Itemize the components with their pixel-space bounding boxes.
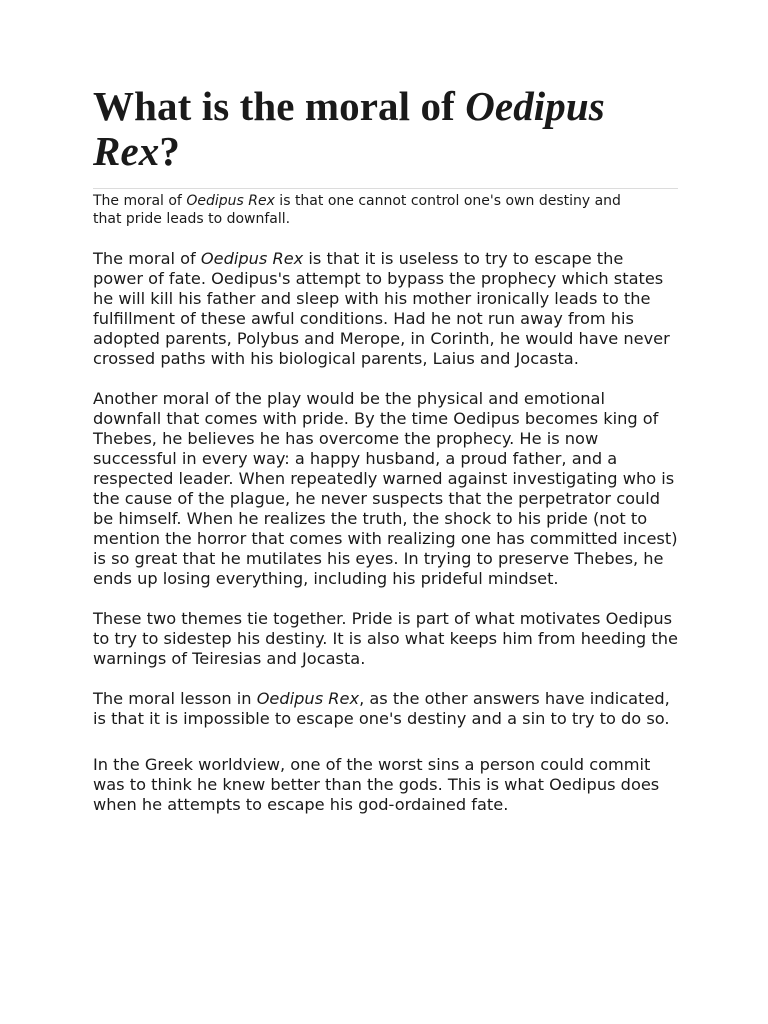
title-prefix: What is the moral of xyxy=(93,83,466,129)
answer-italic: Oedipus Rex xyxy=(256,689,360,708)
answer-paragraph-4 xyxy=(93,689,678,729)
answer-paragraph-3: These two themes tie together. Pride is part of what motivates Oedipus to try to sidestep his destiny. It is also what keeps him from heeding the warnings of Teiresias and Jocasta. xyxy=(93,609,678,668)
summary-paragraph xyxy=(93,192,653,228)
answer-italic: Oedipus Rex xyxy=(200,249,304,268)
answer-text: The moral of xyxy=(93,249,201,268)
title-italic: Oedipus Rex xyxy=(93,83,605,174)
summary-text: The moral of xyxy=(93,193,187,209)
answer-text: , as the other answers have indicated, is that it is impossible to escape one's destiny and a sin to try to do so. xyxy=(93,689,670,728)
page-title xyxy=(93,84,682,174)
answer-paragraph-1 xyxy=(93,249,678,369)
answer-paragraph-5: In the Greek worldview, one of the worst sins a person could commit was to think he knew better than the gods. This is what Oedipus does when he attempts to escape his god-ordained fate. xyxy=(93,755,660,814)
summary-text: is that one cannot control one's own destiny and that pride leads to downfall. xyxy=(93,193,621,227)
summary-italic: Oedipus Rex xyxy=(186,193,275,209)
answer-text: is that it is useless to try to escape the power of fate. Oedipus's attempt to bypass the prophecy which states he will kill his father and sleep with his mother ironically leads to the fulfillment of these awful conditions. Had he not run away from his adopted parents, Polybus and Merope, in Corinth, he would have never crossed paths with his biological parents, Laius and Jocasta. xyxy=(93,249,670,368)
divider xyxy=(93,188,678,189)
answer-text: The moral lesson in xyxy=(93,689,257,708)
answer-paragraph-2: Another moral of the play would be the physical and emotional downfall that comes with pride. By the time Oedipus becomes king of Thebes, he believes he has overcome the prophecy. He is now successful in every way: a happy husband, a proud father, and a respected leader. When repeatedly warned against investigating who is the cause of the plague, he never suspects that the perpetrator could be himself. When he realizes the truth, the shock to his pride (not to mention the horror that comes with realizing one has committed incest) is so great that he mutilates his eyes. In trying to preserve Thebes, he ends up losing everything, including his prideful mindset. xyxy=(93,389,678,588)
title-suffix: ? xyxy=(159,128,180,174)
